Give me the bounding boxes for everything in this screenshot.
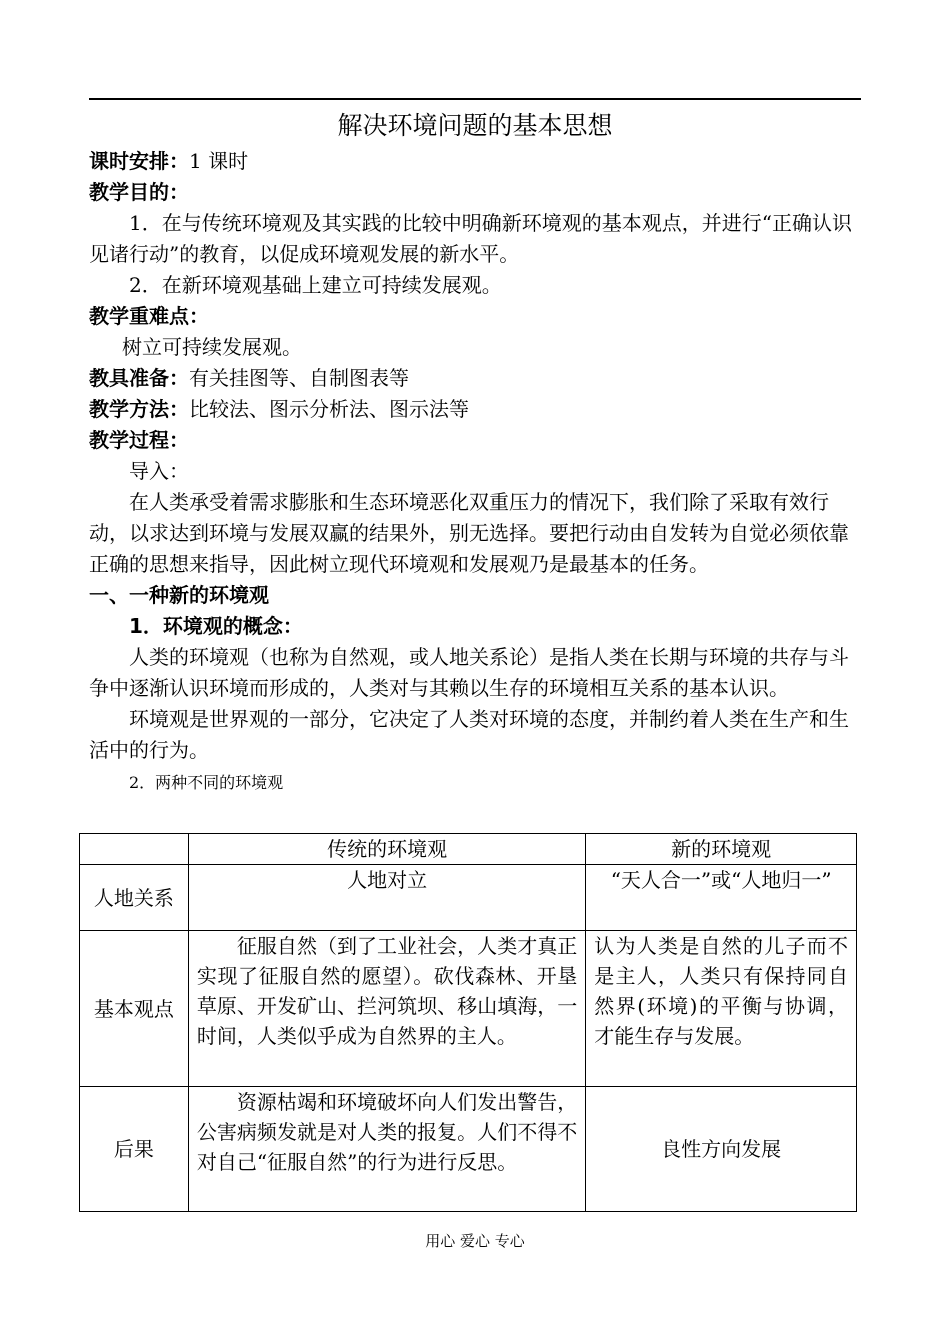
key-points-label: 教学重难点： bbox=[89, 304, 209, 328]
intro-label: 导入： bbox=[129, 459, 189, 483]
cell-traditional-consequence: 资源枯竭和环境破坏向人们发出警告，公害病频发就是对人类的报复。人们不得不对自己“征服自然”的行为进行反思。 bbox=[188, 1087, 585, 1212]
cell-traditional-relationship: 人地对立 bbox=[188, 865, 585, 931]
row-label-consequence: 后果 bbox=[80, 1087, 189, 1212]
section1-para1: 人类的环境观（也称为自然观，或人地关系论）是指人类在长期与环境的共存与斗争中逐渐认识环境而形成的，人类对与其赖以生存的环境相互关系的基本认识。 bbox=[89, 645, 849, 700]
comparison-table bbox=[79, 833, 857, 1212]
section1-heading: 一、一种新的环境观 bbox=[89, 583, 269, 607]
process-label: 教学过程： bbox=[89, 428, 189, 452]
table-header-row bbox=[80, 834, 857, 865]
tools-label: 教具准备： bbox=[89, 366, 189, 390]
table-header-traditional: 传统的环境观 bbox=[188, 834, 585, 865]
table-header-new: 新的环境观 bbox=[586, 834, 857, 865]
section1-sub1: 1．环境观的概念： bbox=[129, 614, 303, 638]
cell-new-viewpoint: 认为人类是自然的儿子而不是主人，人类只有保持同自然界(环境)的平衡与协调，才能生存与发展。 bbox=[586, 931, 857, 1087]
row-label-viewpoint: 基本观点 bbox=[80, 931, 189, 1087]
tools-value: 有关挂图等、自制图表等 bbox=[189, 366, 409, 390]
tools-line bbox=[89, 363, 861, 394]
objective-item-1: 1．在与传统环境观及其实践的比较中明确新环境观的基本观点，并进行“正确认识见诸行动”的教育，以促成环境观发展的新水平。 bbox=[89, 211, 852, 266]
cell-new-relationship: “天人合一”或“人地归一” bbox=[586, 865, 857, 931]
row-label-relationship: 人地关系 bbox=[80, 865, 189, 931]
header-rule bbox=[89, 98, 861, 100]
table-caption: 2．两种不同的环境观 bbox=[129, 773, 284, 792]
methods-label: 教学方法： bbox=[89, 397, 189, 421]
schedule-value: 1 课时 bbox=[189, 149, 249, 173]
methods-line bbox=[89, 394, 861, 425]
table-row bbox=[80, 931, 857, 1087]
page-footer: 用心 爱心 专心 bbox=[425, 1232, 525, 1250]
cell-traditional-viewpoint: 征服自然（到了工业社会，人类才真正实现了征服自然的愿望）。砍伐森林、开垦草原、开发矿山、拦河筑坝、移山填海，一时间，人类似乎成为自然界的主人。 bbox=[188, 931, 585, 1087]
methods-value: 比较法、图示分析法、图示法等 bbox=[189, 397, 469, 421]
objective-item-2: 2．在新环境观基础上建立可持续发展观。 bbox=[129, 273, 502, 297]
cell-new-consequence: 良性方向发展 bbox=[586, 1087, 857, 1212]
section1-para2: 环境观是世界观的一部分，它决定了人类对环境的态度，并制约着人类在生产和生活中的行为。 bbox=[89, 707, 849, 762]
table-header-empty bbox=[80, 834, 189, 865]
key-points-value: 树立可持续发展观。 bbox=[122, 335, 302, 359]
document-body bbox=[89, 146, 861, 796]
intro-text: 在人类承受着需求膨胀和生态环境恶化双重压力的情况下，我们除了采取有效行动，以求达到环境与发展双赢的结果外，别无选择。要把行动由自发转为自觉必须依靠正确的思想来指导，因此树立现代环境观和发展观乃是最基本的任务。 bbox=[89, 490, 849, 576]
table-row bbox=[80, 865, 857, 931]
table-row bbox=[80, 1087, 857, 1212]
schedule-line bbox=[89, 146, 861, 177]
document-title: 解决环境问题的基本思想 bbox=[337, 111, 613, 140]
objectives-label: 教学目的： bbox=[89, 180, 189, 204]
schedule-label: 课时安排： bbox=[89, 149, 189, 173]
